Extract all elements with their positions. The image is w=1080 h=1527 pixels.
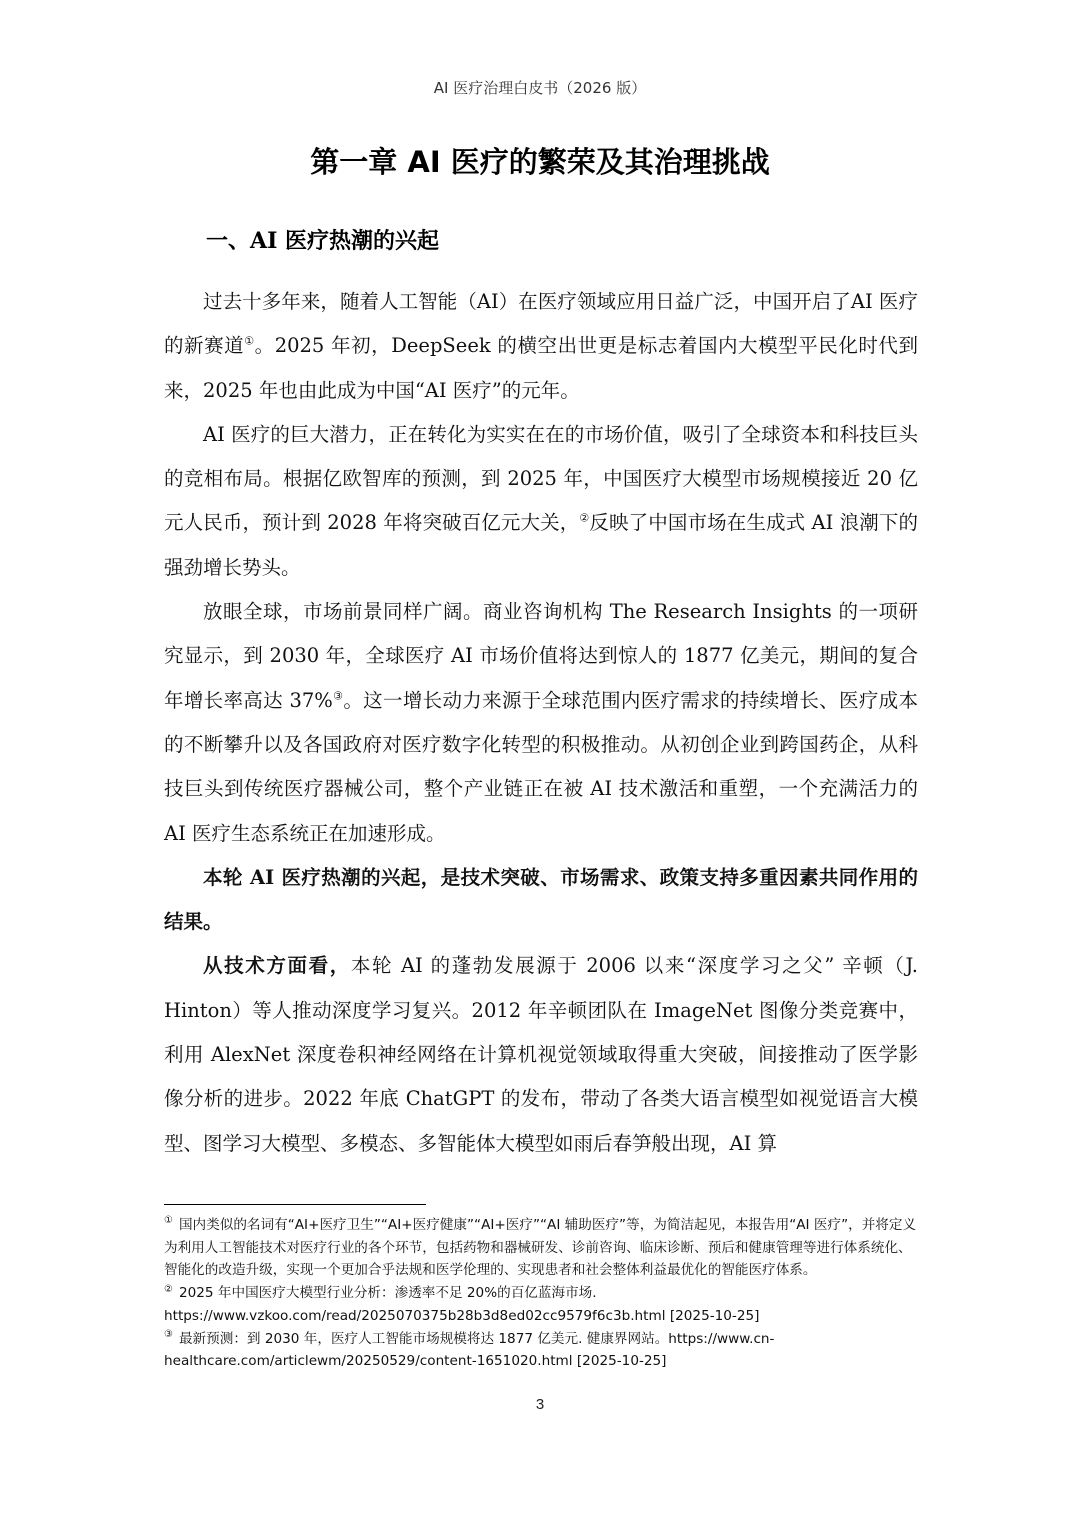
paragraph-text: 反映了中国市场在生成式 AI 浪潮下的强劲增长势头。 — [164, 511, 918, 579]
paragraph-text: 。这一增长动力来源于全球范围内医疗需求的持续增长、医疗成本的不断攀升以及各国政府对医疗数字化转型的积极推动。从初创企业到跨国药企，从科技巨头到传统医疗器械公司，整个产业链正在被 AI 技术激活和重塑，一个充满活力的 AI 医疗生态系统正在加速形成。 — [164, 688, 918, 845]
footnote-text: 2025 年中国医疗大模型行业分析：渗透率不足 20%的百亿蓝海市场. https://www.vzkoo.com/read/2025070375b28b3d8ed02cc9579f6c3b.html [2025-10-25] — [164, 1285, 760, 1324]
paragraph-4 — [164, 856, 918, 945]
paragraph-1 — [164, 280, 918, 413]
footnote-ref-1[interactable]: ① — [244, 334, 255, 348]
body-text — [164, 280, 918, 1166]
paragraph-text: AI 医疗的巨大潜力，正在转化为实实在在的市场价值，吸引了全球资本和科技巨头的竞相布局。根据亿欧智库的预测，到 2025 年，中国医疗大模型市场规模接近 20 亿元人民币，预计到 2028 年将突破百亿元大关， — [164, 422, 918, 535]
paragraph-text: 过去十多年来，随着人工智能（AI）在医疗领域应用日益广泛，中国开启了AI 医疗的新赛道 — [164, 290, 918, 358]
key-statement: 本轮 AI 医疗热潮的兴起，是技术突破、市场需求、政策支持多重因素共同作用的结果。 — [164, 865, 918, 934]
footnote-text: 最新预测：到 2030 年，医疗人工智能市场规模将达 1877 亿美元. 健康界网站。https://www.cn-healthcare.com/articlewm/20250529/content-1651020.html [2025-10-25] — [164, 1330, 775, 1370]
footnote-3 — [164, 1328, 918, 1373]
paragraph-text: 本轮 AI 的蓬勃发展源于 2006 以来“深度学习之父” 辛顿（J. Hinton）等人推动深度学习复兴。2012 年辛顿团队在 ImageNet 图像分类竞赛中，利用 AlexNet 深度卷积神经网络在计算机视觉领域取得重大突破，间接推动了医学影像分析的进步。2022 年底 ChatGPT 的发布，带动了各类大语言模型如视觉语言大模型、图学习大模型、多模态、多智能体大模型如雨后春笋般出现，AI 算 — [164, 954, 918, 1155]
footnote-2 — [164, 1282, 918, 1327]
footnote-mark: ① — [164, 1215, 173, 1227]
footnote-divider — [164, 1204, 426, 1205]
footnote-ref-2[interactable]: ② — [579, 511, 590, 525]
paragraph-3 — [164, 590, 918, 856]
footnote-text: 国内类似的名词有“AI+医疗卫生”“AI+医疗健康”“AI+医疗”“AI 辅助医疗”等，为简洁起见，本报告用“AI 医疗”，并将定义为利用人工智能技术对医疗行业的各个环节，包括药物和器械研发、诊前咨询、临床诊断、预后和健康管理等进行体系统化、智能化的改造升级，实现一个更加合乎法规和医学伦理的、实现患者和社会整体利益最优化的智能医疗体系。 — [164, 1217, 917, 1279]
footnote-1 — [164, 1214, 918, 1282]
running-header: AI 医疗治理白皮书（2026 版） — [433, 79, 647, 97]
paragraph-2 — [164, 413, 918, 590]
footnotes — [164, 1214, 918, 1373]
paragraph-text: 放眼全球，市场前景同样广阔。商业咨询机构 The Research Insights 的一项研究显示，到 2030 年，全球医疗 AI 市场价值将达到惊人的 1877 亿美元，期间的复合年增长率高达 37% — [164, 600, 918, 712]
chapter-title: 第一章 AI 医疗的繁荣及其治理挑战 — [310, 145, 770, 179]
footnote-ref-3[interactable]: ③ — [332, 689, 344, 703]
paragraph-5 — [164, 944, 918, 1165]
paragraph-lead: 从技术方面看， — [203, 954, 351, 978]
section-heading: 一、AI 医疗热潮的兴起 — [206, 228, 440, 254]
footnote-mark: ③ — [164, 1328, 173, 1340]
footnote-mark: ② — [164, 1283, 173, 1295]
page-number: 3 — [535, 1396, 545, 1413]
paragraph-text: 。2025 年初，DeepSeek 的横空出世更是标志着国内大模型平民化时代到来，2025 年也由此成为中国“AI 医疗”的元年。 — [164, 334, 918, 402]
